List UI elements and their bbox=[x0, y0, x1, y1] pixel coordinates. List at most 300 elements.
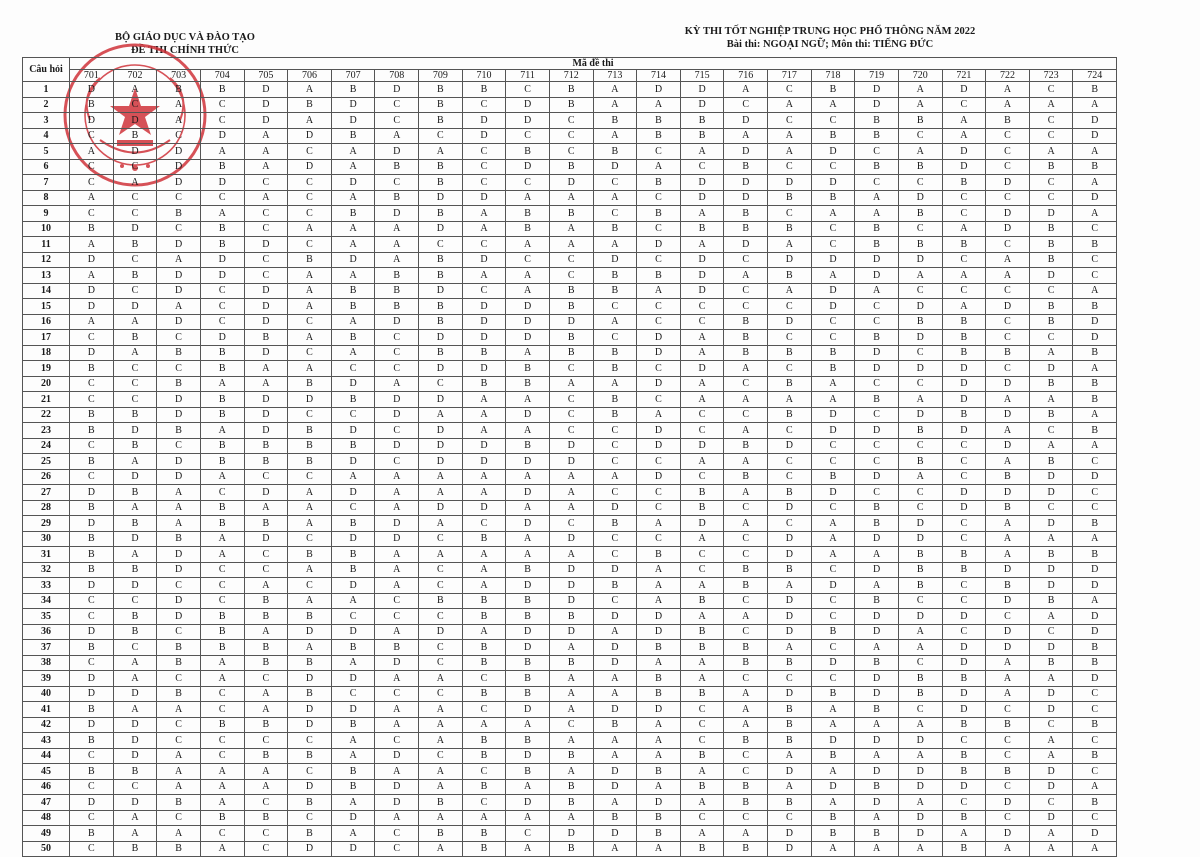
answer-cell: A bbox=[157, 748, 201, 764]
answer-cell: D bbox=[986, 376, 1030, 392]
answer-cell: C bbox=[768, 206, 812, 222]
answer-cell: C bbox=[593, 175, 637, 191]
answer-cell: B bbox=[375, 190, 419, 206]
answer-cell: C bbox=[811, 500, 855, 516]
answer-cell: D bbox=[898, 733, 942, 749]
answer-cell: B bbox=[942, 717, 986, 733]
table-row bbox=[23, 717, 1117, 733]
answer-cell: A bbox=[986, 423, 1030, 439]
answer-cell: A bbox=[898, 795, 942, 811]
answer-cell: C bbox=[200, 283, 244, 299]
exam-code-cell: 720 bbox=[898, 70, 942, 82]
answer-cell: D bbox=[331, 578, 375, 594]
answer-cell: A bbox=[331, 268, 375, 284]
answer-cell: D bbox=[288, 841, 332, 857]
answer-cell: B bbox=[1073, 748, 1117, 764]
answer-cell: B bbox=[1073, 655, 1117, 671]
answer-cell: D bbox=[157, 314, 201, 330]
answer-cell: B bbox=[506, 609, 550, 625]
answer-cell: D bbox=[768, 593, 812, 609]
answer-cell: C bbox=[157, 578, 201, 594]
table-row bbox=[23, 500, 1117, 516]
answer-cell: A bbox=[855, 640, 899, 656]
answer-cell: A bbox=[331, 237, 375, 253]
answer-cell: C bbox=[244, 175, 288, 191]
answer-cell: D bbox=[549, 175, 593, 191]
answer-cell: A bbox=[680, 330, 724, 346]
answer-cell: B bbox=[157, 841, 201, 857]
answer-cell: A bbox=[113, 454, 157, 470]
answer-cell: C bbox=[811, 314, 855, 330]
answer-cell: D bbox=[942, 655, 986, 671]
answer-cell: A bbox=[593, 748, 637, 764]
answer-cell: C bbox=[288, 469, 332, 485]
answer-cell: C bbox=[70, 206, 114, 222]
answer-cell: D bbox=[680, 268, 724, 284]
question-number-cell: 39 bbox=[23, 671, 70, 687]
answer-cell: C bbox=[680, 733, 724, 749]
answer-cell: B bbox=[768, 221, 812, 237]
table-row bbox=[23, 314, 1117, 330]
answer-cell: B bbox=[942, 407, 986, 423]
answer-cell: C bbox=[942, 516, 986, 532]
answer-cell: C bbox=[70, 841, 114, 857]
answer-cell: C bbox=[1029, 330, 1073, 346]
answer-cell: D bbox=[637, 624, 681, 640]
answer-cell: D bbox=[70, 252, 114, 268]
answer-cell: B bbox=[898, 686, 942, 702]
answer-cell: A bbox=[331, 826, 375, 842]
answer-cell: D bbox=[113, 221, 157, 237]
answer-cell: B bbox=[113, 764, 157, 780]
answer-cell: C bbox=[244, 562, 288, 578]
table-row bbox=[23, 128, 1117, 144]
exam-code-cell: 707 bbox=[331, 70, 375, 82]
answer-cell: D bbox=[637, 345, 681, 361]
answer-cell: D bbox=[898, 252, 942, 268]
answer-cell: D bbox=[593, 702, 637, 718]
answer-cell: B bbox=[70, 361, 114, 377]
table-row bbox=[23, 361, 1117, 377]
table-row bbox=[23, 671, 1117, 687]
table-row bbox=[23, 748, 1117, 764]
answer-cell: C bbox=[70, 330, 114, 346]
question-number-cell: 49 bbox=[23, 826, 70, 842]
question-number-cell: 6 bbox=[23, 159, 70, 175]
answer-cell: B bbox=[724, 221, 768, 237]
exam-code-cell: 701 bbox=[70, 70, 114, 82]
answer-cell: D bbox=[1029, 361, 1073, 377]
answer-cell: D bbox=[244, 82, 288, 98]
answer-cell: A bbox=[200, 547, 244, 563]
answer-cell: D bbox=[113, 299, 157, 315]
answer-cell: D bbox=[1029, 562, 1073, 578]
answer-cell: C bbox=[680, 717, 724, 733]
answer-cell: C bbox=[113, 361, 157, 377]
answer-cell: C bbox=[680, 469, 724, 485]
answer-cell: B bbox=[375, 299, 419, 315]
answer-cell: B bbox=[986, 500, 1030, 516]
answer-cell: D bbox=[157, 407, 201, 423]
table-row bbox=[23, 547, 1117, 563]
answer-cell: D bbox=[70, 485, 114, 501]
answer-cell: A bbox=[986, 392, 1030, 408]
table-row bbox=[23, 190, 1117, 206]
answer-cell: A bbox=[506, 810, 550, 826]
answer-cell: B bbox=[942, 764, 986, 780]
answer-cell: C bbox=[637, 500, 681, 516]
answer-cell: A bbox=[724, 454, 768, 470]
answer-cell: D bbox=[549, 314, 593, 330]
answer-cell: D bbox=[375, 795, 419, 811]
answer-cell: D bbox=[724, 190, 768, 206]
answer-cell: D bbox=[462, 252, 506, 268]
answer-cell: B bbox=[724, 841, 768, 857]
answer-cell: A bbox=[986, 547, 1030, 563]
answer-cell: C bbox=[288, 764, 332, 780]
answer-cell: C bbox=[1073, 733, 1117, 749]
answer-cell: B bbox=[898, 314, 942, 330]
answer-cell: D bbox=[375, 516, 419, 532]
answer-cell: D bbox=[724, 113, 768, 129]
answer-cell: C bbox=[768, 671, 812, 687]
answer-cell: A bbox=[200, 779, 244, 795]
answer-cell: C bbox=[419, 128, 463, 144]
answer-cell: D bbox=[1073, 578, 1117, 594]
answer-cell: A bbox=[375, 702, 419, 718]
answer-cell: A bbox=[593, 624, 637, 640]
answer-cell: A bbox=[724, 609, 768, 625]
answer-cell: B bbox=[1073, 717, 1117, 733]
answer-cell: B bbox=[986, 345, 1030, 361]
answer-cell: B bbox=[549, 330, 593, 346]
answer-cell: D bbox=[200, 268, 244, 284]
answer-cell: A bbox=[70, 268, 114, 284]
answer-cell: C bbox=[244, 826, 288, 842]
answer-cell: C bbox=[70, 655, 114, 671]
answer-cell: B bbox=[1073, 516, 1117, 532]
answer-cell: B bbox=[157, 206, 201, 222]
answer-cell: C bbox=[942, 469, 986, 485]
answer-cell: D bbox=[506, 454, 550, 470]
answer-cell: B bbox=[157, 82, 201, 98]
answer-cell: D bbox=[680, 82, 724, 98]
answer-cell: A bbox=[898, 624, 942, 640]
answer-rows bbox=[23, 82, 1117, 857]
answer-cell: C bbox=[768, 361, 812, 377]
answer-cell: C bbox=[506, 252, 550, 268]
answer-cell: D bbox=[462, 438, 506, 454]
answer-cell: B bbox=[200, 624, 244, 640]
answer-cell: D bbox=[855, 624, 899, 640]
answer-cell: B bbox=[70, 97, 114, 113]
answer-cell: D bbox=[462, 454, 506, 470]
answer-cell: C bbox=[942, 438, 986, 454]
answer-cell: A bbox=[1029, 392, 1073, 408]
answer-cell: C bbox=[113, 640, 157, 656]
answer-cell: D bbox=[288, 717, 332, 733]
question-number-cell: 34 bbox=[23, 593, 70, 609]
answer-cell: C bbox=[855, 438, 899, 454]
answer-cell: B bbox=[724, 562, 768, 578]
question-number-cell: 31 bbox=[23, 547, 70, 563]
answer-cell: B bbox=[462, 640, 506, 656]
answer-cell: C bbox=[375, 841, 419, 857]
answer-cell: B bbox=[1073, 376, 1117, 392]
answer-cell: B bbox=[462, 748, 506, 764]
answer-cell: D bbox=[986, 438, 1030, 454]
answer-cell: A bbox=[375, 562, 419, 578]
answer-cell: A bbox=[1029, 438, 1073, 454]
answer-cell: B bbox=[375, 268, 419, 284]
answer-cell: C bbox=[157, 361, 201, 377]
answer-cell: A bbox=[331, 469, 375, 485]
answer-cell: A bbox=[942, 299, 986, 315]
answer-cell: A bbox=[549, 376, 593, 392]
answer-cell: B bbox=[288, 454, 332, 470]
answer-cell: A bbox=[1073, 175, 1117, 191]
answer-cell: C bbox=[462, 97, 506, 113]
answer-cell: B bbox=[855, 779, 899, 795]
answer-cell: C bbox=[1073, 686, 1117, 702]
answer-cell: A bbox=[288, 283, 332, 299]
answer-cell: B bbox=[288, 826, 332, 842]
answer-cell: A bbox=[331, 144, 375, 160]
answer-cell: B bbox=[506, 361, 550, 377]
answer-cell: B bbox=[462, 686, 506, 702]
answer-cell: B bbox=[637, 268, 681, 284]
answer-cell: B bbox=[680, 686, 724, 702]
answer-cell: C bbox=[506, 175, 550, 191]
answer-cell: D bbox=[942, 779, 986, 795]
answer-cell: B bbox=[331, 516, 375, 532]
answer-cell: A bbox=[855, 841, 899, 857]
answer-cell: C bbox=[1073, 500, 1117, 516]
answer-cell: B bbox=[506, 376, 550, 392]
answer-cell: B bbox=[637, 128, 681, 144]
answer-cell: B bbox=[855, 500, 899, 516]
answer-cell: B bbox=[637, 686, 681, 702]
answer-cell: C bbox=[593, 454, 637, 470]
answer-cell: A bbox=[549, 547, 593, 563]
answer-cell: B bbox=[462, 609, 506, 625]
question-number-cell: 44 bbox=[23, 748, 70, 764]
question-number-cell: 18 bbox=[23, 345, 70, 361]
answer-cell: A bbox=[637, 733, 681, 749]
answer-cell: A bbox=[462, 392, 506, 408]
answer-cell: C bbox=[637, 299, 681, 315]
answer-cell: B bbox=[244, 717, 288, 733]
answer-cell: A bbox=[942, 221, 986, 237]
exam-code-cell: 719 bbox=[855, 70, 899, 82]
answer-cell: C bbox=[593, 206, 637, 222]
answer-cell: A bbox=[113, 547, 157, 563]
answer-cell: D bbox=[200, 330, 244, 346]
answer-cell: A bbox=[419, 547, 463, 563]
answer-cell: D bbox=[375, 82, 419, 98]
answer-cell: A bbox=[419, 841, 463, 857]
answer-cell: A bbox=[375, 469, 419, 485]
table-row bbox=[23, 640, 1117, 656]
answer-cell: B bbox=[680, 779, 724, 795]
answer-cell: C bbox=[113, 779, 157, 795]
answer-cell: A bbox=[549, 485, 593, 501]
answer-cell: B bbox=[70, 562, 114, 578]
answer-cell: B bbox=[462, 826, 506, 842]
answer-cell: C bbox=[898, 221, 942, 237]
question-number-cell: 37 bbox=[23, 640, 70, 656]
answer-cell: B bbox=[1073, 547, 1117, 563]
answer-cell: C bbox=[855, 407, 899, 423]
answer-cell: A bbox=[288, 485, 332, 501]
answer-cell: B bbox=[898, 454, 942, 470]
answer-cell: C bbox=[419, 376, 463, 392]
answer-cell: A bbox=[549, 469, 593, 485]
answer-cell: C bbox=[1029, 82, 1073, 98]
answer-cell: A bbox=[157, 485, 201, 501]
answer-cell: D bbox=[593, 764, 637, 780]
answer-cell: C bbox=[680, 423, 724, 439]
answer-cell: A bbox=[288, 330, 332, 346]
answer-cell: D bbox=[986, 221, 1030, 237]
answer-cell: B bbox=[593, 345, 637, 361]
answer-cell: B bbox=[898, 562, 942, 578]
question-number-cell: 17 bbox=[23, 330, 70, 346]
answer-cell: A bbox=[113, 175, 157, 191]
answer-cell: B bbox=[70, 702, 114, 718]
answer-cell: D bbox=[375, 438, 419, 454]
answer-cell: B bbox=[375, 283, 419, 299]
answer-cell: D bbox=[113, 531, 157, 547]
answer-cell: D bbox=[288, 779, 332, 795]
answer-cell: B bbox=[200, 640, 244, 656]
answer-cell: C bbox=[506, 128, 550, 144]
answer-cell: A bbox=[942, 128, 986, 144]
question-number-cell: 50 bbox=[23, 841, 70, 857]
question-number-cell: 16 bbox=[23, 314, 70, 330]
answer-cell: A bbox=[637, 779, 681, 795]
answer-cell: C bbox=[898, 500, 942, 516]
answer-cell: A bbox=[157, 500, 201, 516]
answer-cell: B bbox=[331, 779, 375, 795]
exam-code-cell: 710 bbox=[462, 70, 506, 82]
answer-cell: A bbox=[157, 299, 201, 315]
answer-cell: D bbox=[855, 764, 899, 780]
answer-cell: C bbox=[113, 283, 157, 299]
answer-cell: C bbox=[375, 609, 419, 625]
answer-cell: B bbox=[419, 299, 463, 315]
answer-cell: B bbox=[200, 345, 244, 361]
answer-cell: A bbox=[200, 764, 244, 780]
answer-cell: B bbox=[200, 810, 244, 826]
question-number-cell: 27 bbox=[23, 485, 70, 501]
answer-cell: B bbox=[637, 810, 681, 826]
answer-cell: C bbox=[288, 190, 332, 206]
answer-cell: B bbox=[200, 609, 244, 625]
answer-cell: C bbox=[986, 314, 1030, 330]
question-number-cell: 9 bbox=[23, 206, 70, 222]
exam-header bbox=[560, 25, 1100, 51]
answer-cell: B bbox=[70, 423, 114, 439]
answer-cell: B bbox=[898, 547, 942, 563]
table-row bbox=[23, 531, 1117, 547]
answer-cell: A bbox=[70, 190, 114, 206]
answer-cell: A bbox=[506, 469, 550, 485]
answer-cell: D bbox=[1073, 190, 1117, 206]
answer-cell: C bbox=[724, 500, 768, 516]
answer-cell: A bbox=[419, 810, 463, 826]
answer-cell: C bbox=[986, 733, 1030, 749]
answer-cell: D bbox=[244, 299, 288, 315]
answer-cell: C bbox=[462, 175, 506, 191]
answer-cell: A bbox=[1073, 531, 1117, 547]
answer-cell: A bbox=[768, 144, 812, 160]
answer-cell: C bbox=[855, 454, 899, 470]
answer-cell: C bbox=[200, 97, 244, 113]
answer-cell: A bbox=[593, 469, 637, 485]
answer-cell: C bbox=[70, 438, 114, 454]
answer-cell: C bbox=[419, 531, 463, 547]
answer-cell: C bbox=[288, 407, 332, 423]
answer-cell: B bbox=[768, 407, 812, 423]
answer-cell: B bbox=[331, 764, 375, 780]
answer-cell: A bbox=[724, 516, 768, 532]
answer-cell: A bbox=[811, 764, 855, 780]
answer-cell: B bbox=[1029, 593, 1073, 609]
answer-cell: B bbox=[331, 640, 375, 656]
answer-cell: D bbox=[855, 562, 899, 578]
answer-cell: C bbox=[549, 128, 593, 144]
answer-cell: C bbox=[157, 733, 201, 749]
answer-cell: A bbox=[549, 702, 593, 718]
answer-cell: D bbox=[1029, 516, 1073, 532]
answer-cell: D bbox=[113, 686, 157, 702]
answer-cell: A bbox=[331, 655, 375, 671]
answer-cell: C bbox=[724, 376, 768, 392]
answer-cell: D bbox=[288, 702, 332, 718]
answer-cell: D bbox=[70, 516, 114, 532]
answer-cell: C bbox=[637, 314, 681, 330]
answer-cell: D bbox=[331, 252, 375, 268]
question-number-cell: 21 bbox=[23, 392, 70, 408]
answer-cell: C bbox=[288, 314, 332, 330]
answer-cell: A bbox=[288, 361, 332, 377]
answer-cell: D bbox=[1029, 779, 1073, 795]
answer-cell: B bbox=[549, 609, 593, 625]
answer-cell: A bbox=[506, 237, 550, 253]
answer-cell: C bbox=[768, 330, 812, 346]
answer-cell: C bbox=[898, 485, 942, 501]
answer-cell: B bbox=[593, 221, 637, 237]
answer-cell: A bbox=[1029, 748, 1073, 764]
answer-cell: A bbox=[244, 190, 288, 206]
answer-cell: A bbox=[768, 578, 812, 594]
answer-cell: B bbox=[375, 159, 419, 175]
answer-cell: C bbox=[768, 810, 812, 826]
answer-cell: C bbox=[549, 113, 593, 129]
answer-cell: D bbox=[680, 438, 724, 454]
answer-cell: A bbox=[1073, 407, 1117, 423]
answer-cell: C bbox=[288, 733, 332, 749]
answer-cell: B bbox=[200, 407, 244, 423]
answer-cell: D bbox=[768, 686, 812, 702]
answer-cell: D bbox=[419, 283, 463, 299]
answer-cell: C bbox=[680, 562, 724, 578]
answer-cell: B bbox=[157, 376, 201, 392]
answer-cell: B bbox=[244, 593, 288, 609]
answer-cell: A bbox=[1029, 826, 1073, 842]
answer-cell: A bbox=[811, 97, 855, 113]
